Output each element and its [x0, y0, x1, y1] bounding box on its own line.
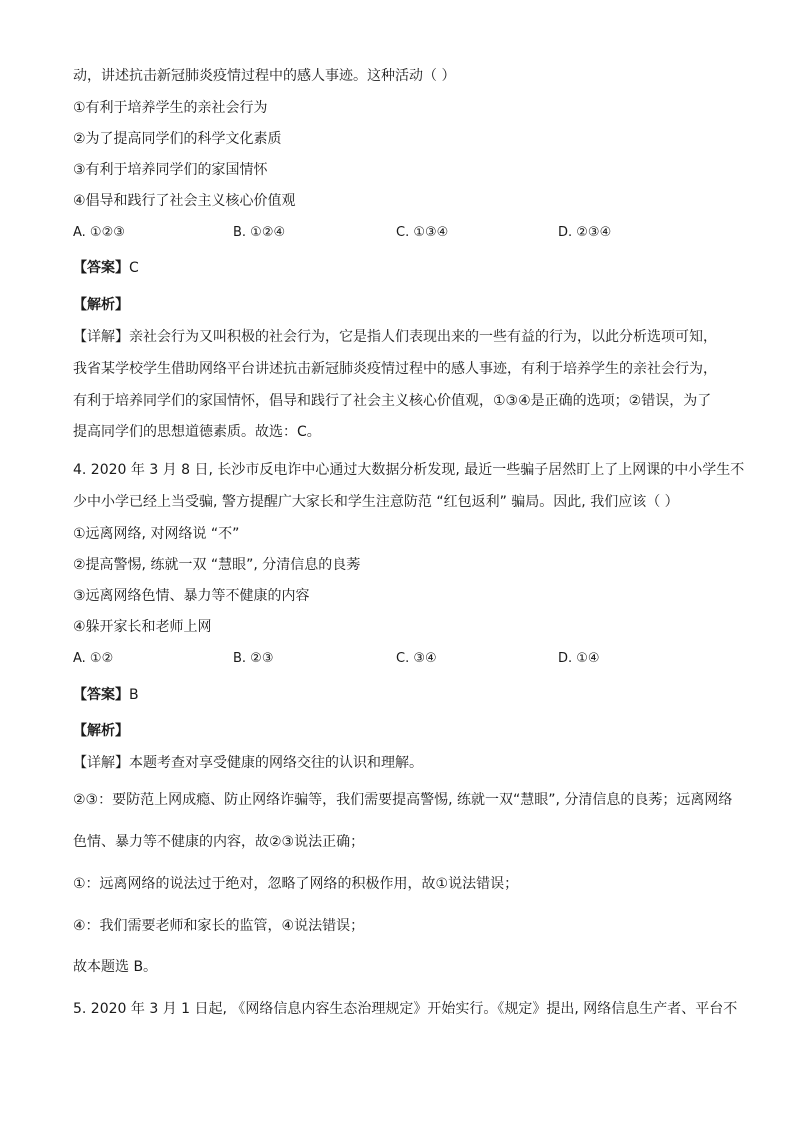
- q4-option-b: B. ②③: [233, 651, 274, 666]
- q4-item-3: ③远离网络色情、暴力等不健康的内容: [73, 588, 310, 604]
- q3-detail-line-2: 我省某学校学生借助网络平台讲述抗击新冠肺炎疫情过程中的感人事迹，有利于培养学生的亲社会行为，: [73, 361, 717, 377]
- q4-option-a: A. ①②: [73, 651, 114, 666]
- q3-option-b: B. ①②④: [233, 225, 286, 240]
- q3-item-3: ③有利于培养同学们的家国情怀: [73, 162, 268, 178]
- q3-option-c: C. ①③④: [396, 225, 449, 240]
- q4-detail-line-3: 色情、暴力等不健康的内容，故②③说法正确；: [73, 834, 365, 850]
- q4-detail-line-1: 【详解】本题考查对享受健康的网络交往的认识和理解。: [73, 755, 423, 771]
- q4-analysis-tag: 【解析】: [73, 723, 129, 739]
- q4-detail-line-6: 故本题选 B。: [73, 959, 158, 975]
- q4-detail-line-4: ①：远离网络的说法过于绝对，忽略了网络的积极作用，故①说法错误；: [73, 876, 519, 892]
- q3-item-2: ②为了提高同学们的科学文化素质: [73, 131, 282, 147]
- q3-item-1: ①有利于培养学生的亲社会行为: [73, 100, 268, 116]
- q3-detail-line-4: 提高同学们的思想道德素质。故选：C。: [73, 424, 321, 440]
- q3-answer-value: C: [129, 260, 139, 276]
- q4-option-d: D. ①④: [558, 651, 600, 666]
- q3-detail-line-1: 【详解】亲社会行为又叫积极的社会行为，它是指人们表现出来的一些有益的行为，以此分析选项可知，: [73, 329, 717, 345]
- q3-stem-tail: 动，讲述抗击新冠肺炎疫情过程中的感人事迹。这种活动（ ）: [73, 68, 456, 84]
- q3-option-a: A. ①②③: [73, 225, 125, 240]
- q5-stem-line-1: 5. 2020 年 3 月 1 日起, 《网络信息内容生态治理规定》开始实行。《规定》提出, 网络信息生产者、平台不: [73, 1001, 738, 1017]
- q4-option-c: C. ③④: [396, 651, 437, 666]
- q4-answer-tag: 【答案】: [73, 687, 129, 703]
- q4-stem-line-2: 少中小学已经上当受骗, 警方提醒广大家长和学生注意防范 “红包返利” 骗局。因此, 我们应该（ ）: [73, 494, 679, 510]
- q4-item-4: ④躲开家长和老师上网: [73, 619, 212, 635]
- q3-option-d: D. ②③④: [558, 225, 612, 240]
- q4-item-2: ②提高警惕, 练就一双 “慧眼”, 分清信息的良莠: [73, 557, 361, 573]
- q4-detail-line-5: ④：我们需要老师和家长的监管，④说法错误；: [73, 918, 365, 934]
- q4-item-1: ①远离网络, 对网络说 “不”: [73, 526, 240, 542]
- q3-answer-tag: 【答案】: [73, 260, 129, 276]
- q3-analysis-tag: 【解析】: [73, 297, 129, 313]
- q3-item-4: ④倡导和践行了社会主义核心价值观: [73, 193, 296, 209]
- q4-stem-line-1: 4. 2020 年 3 月 8 日, 长沙市反电诈中心通过大数据分析发现, 最近一些骗子居然盯上了上网课的中小学生不: [73, 462, 745, 478]
- q4-answer: [73, 685, 139, 705]
- q3-answer: [73, 258, 139, 278]
- q4-answer-value: B: [129, 687, 139, 703]
- q4-detail-line-2: ②③：要防范上网成瘾、防止网络诈骗等，我们需要提高警惕, 练就一双“慧眼”, 分清信息的良莠；远离网络: [73, 792, 733, 808]
- q3-detail-line-3: 有利于培养同学们的家国情怀，倡导和践行了社会主义核心价值观，①③④是正确的选项；②错误，为了: [73, 393, 712, 409]
